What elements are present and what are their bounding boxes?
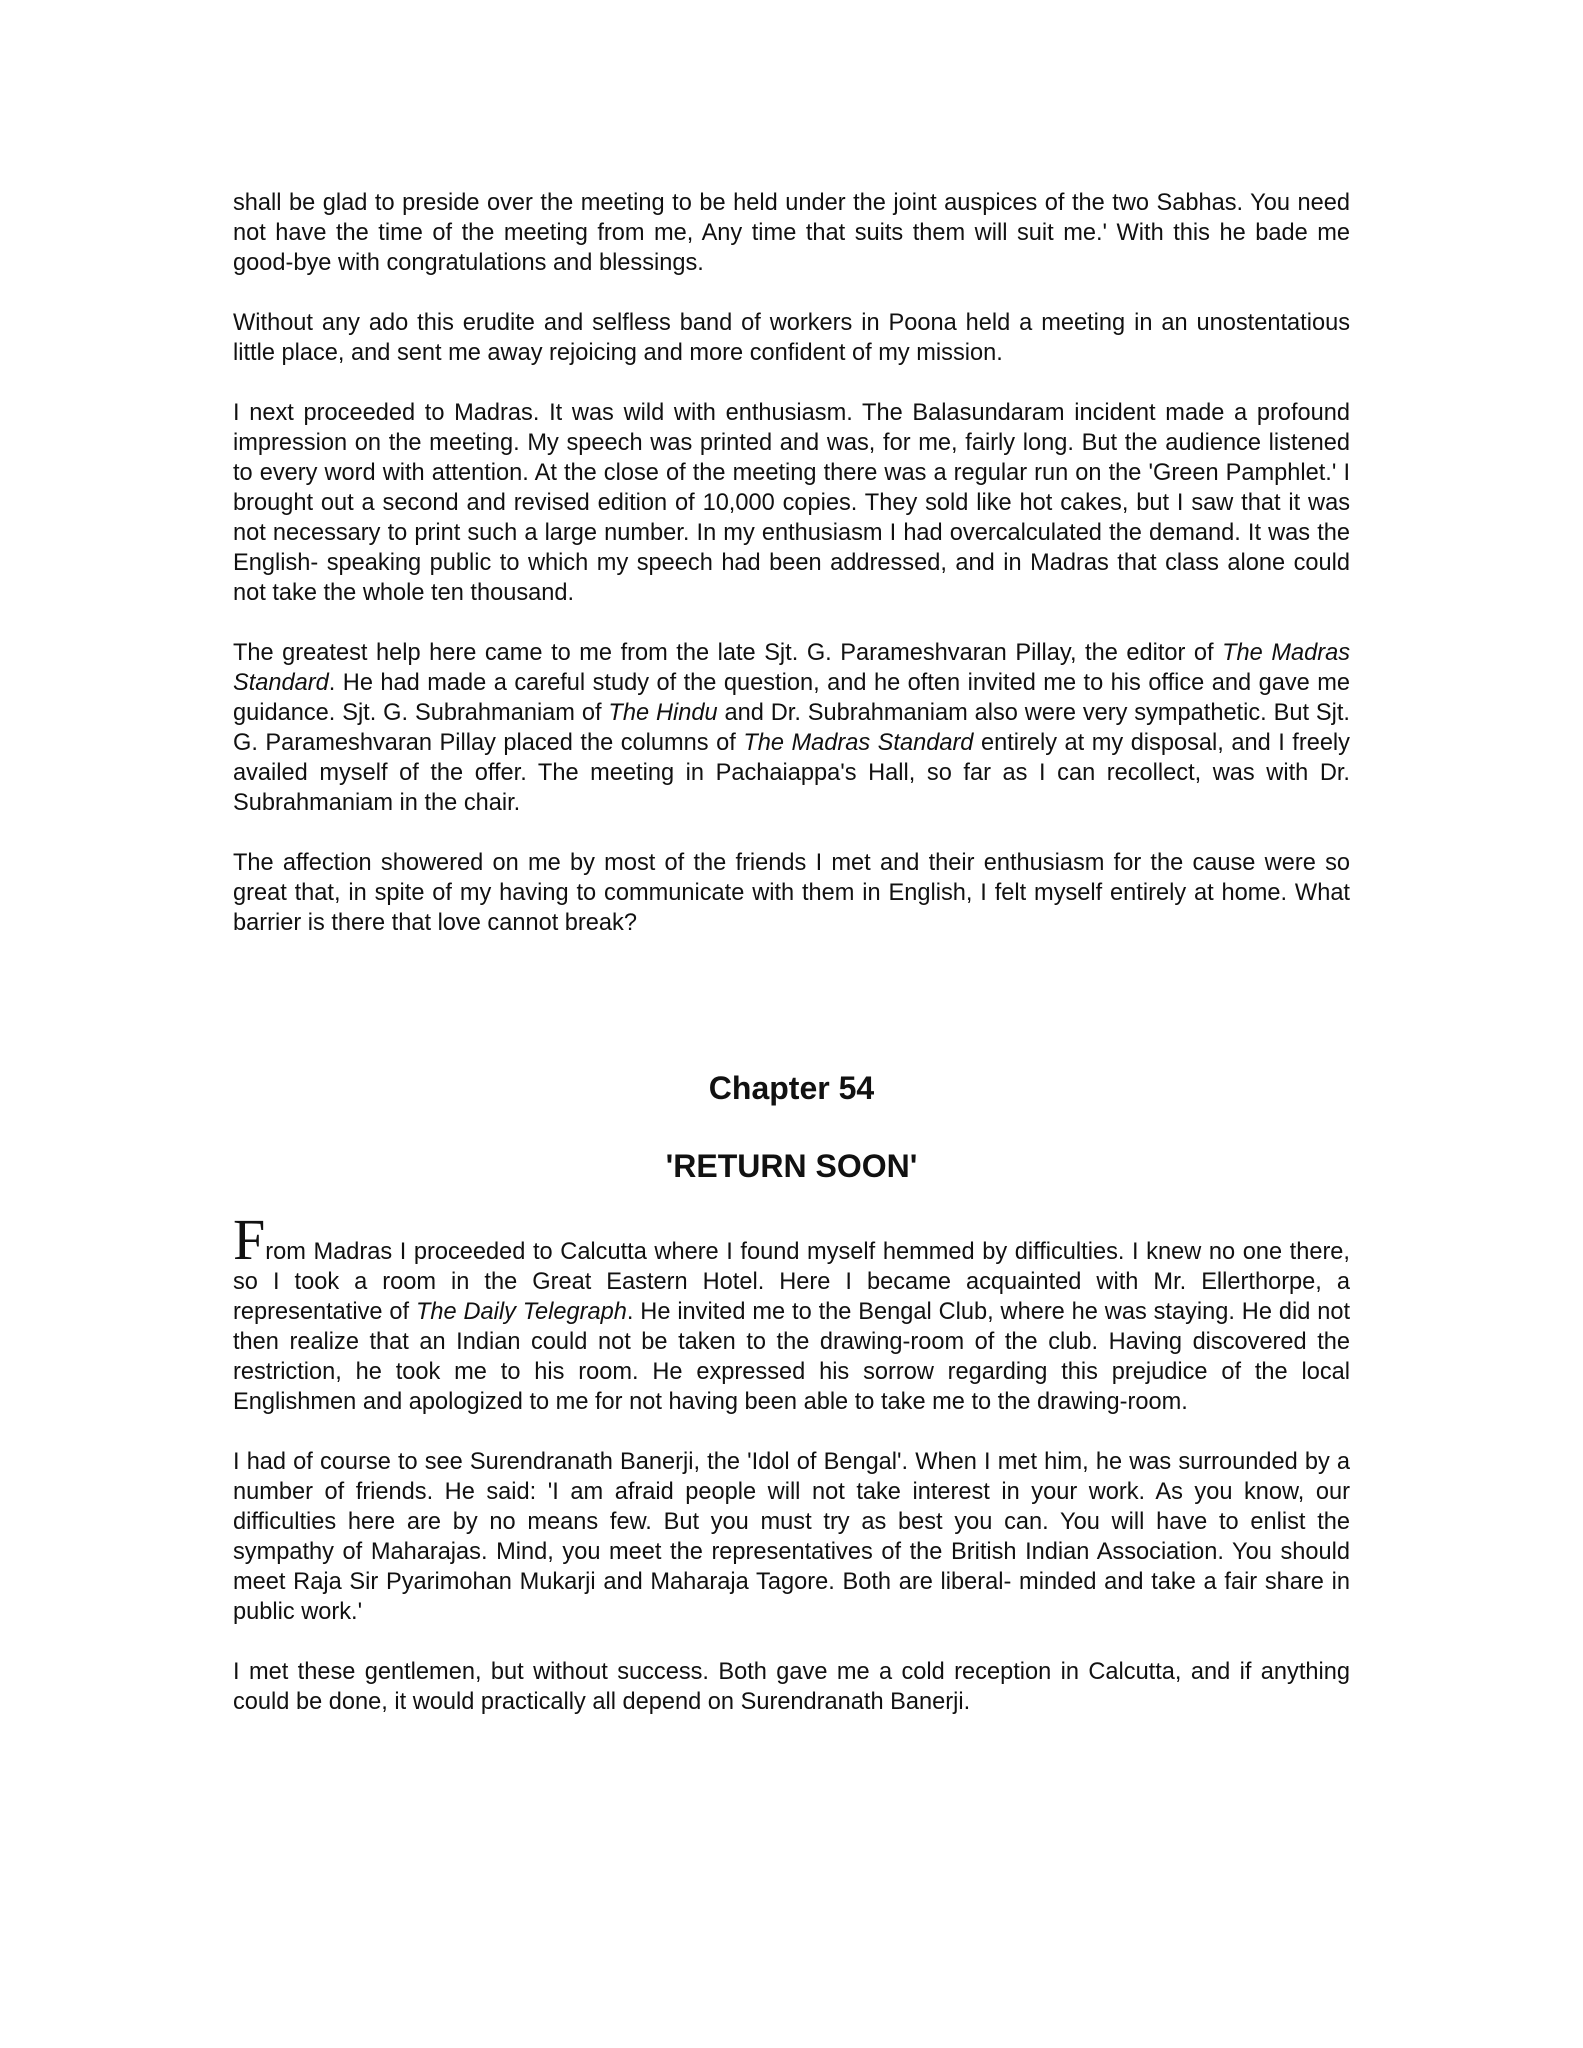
- chapter-heading: [233, 1068, 1350, 1186]
- paragraph: [233, 638, 1350, 818]
- paragraph-text: shall be glad to preside over the meeting to be held under the joint auspices of the two Sabhas. You need not have the time of the meeting from me, Any time that suits them will suit me.' With this he bade me good-bye with congratulations and blessings.: [233, 190, 1350, 276]
- drop-cap-letter: F: [233, 1207, 266, 1272]
- paragraph-text: and Dr. Subrahmaniam also were very sympathetic. But Sjt. G. Parameshvaran Pillay placed the columns of: [233, 700, 1350, 756]
- opening-paragraph-text: [233, 1239, 1350, 1415]
- italic-title-text: The Daily Telegraph: [415, 1299, 627, 1325]
- paragraph-text: . He had made a careful study of the question, and he often invited me to his office and gave me guidance. Sjt. G. Subrahmaniam of: [233, 670, 1350, 726]
- paragraph-text: entirely at my disposal, and I freely availed myself of the offer. The meeting in Pachaiappa's Hall, so far as I can recollect, was with Dr. Subrahmaniam in the chair.: [233, 730, 1350, 816]
- paragraph: [233, 848, 1350, 938]
- paragraph: [233, 308, 1350, 368]
- chapter-number: Chapter 54: [708, 1070, 875, 1106]
- paragraph-text: Without any ado this erudite and selfless band of workers in Poona held a meeting in an unostentatious little place, and sent me away rejoicing and more confident of my mission.: [233, 310, 1350, 366]
- document-page: [233, 188, 1350, 1747]
- paragraph: [233, 398, 1350, 608]
- paragraph-text: . He invited me to the Bengal Club, where he was staying. He did not then realize that an Indian could not be taken to the drawing-room of the club. Having discovered the restriction, he took me to his room. He expressed his sorrow regarding this prejudice of the local Englishmen and apologized to me for not having been able to take me to the drawing-room.: [233, 1299, 1350, 1415]
- paragraph-text: rom Madras I proceeded to Calcutta where I found myself hemmed by difficulties. I knew no one there, so I took a room in the Great Eastern Hotel. Here I became acquainted with Mr. Ellerthorpe, a representative of: [233, 1239, 1350, 1325]
- paragraph: [233, 1657, 1350, 1717]
- paragraph-text: I had of course to see Surendranath Banerji, the 'Idol of Bengal'. When I met him, he was surrounded by a number of friends. He said: 'I am afraid people will not take interest in your work. As you know, our difficulties here are by no means few. But you must try as best you can. You will have to enlist the sympathy of Maharajas. Mind, you meet the representatives of the British Indian Association. You should meet Raja Sir Pyarimohan Mukarji and Maharaja Tagore. Both are liberal- minded and take a fair share in public work.': [233, 1449, 1350, 1625]
- paragraph-text: The affection showered on me by most of the friends I met and their enthusiasm for the cause were so great that, in spite of my having to communicate with them in English, I felt myself entirely at home. What barrier is there that love cannot break?: [233, 850, 1350, 936]
- chapter-opening-paragraph: [233, 1207, 1350, 1417]
- italic-title-text: The Madras Standard: [743, 730, 974, 756]
- chapter-title: 'RETURN SOON': [665, 1148, 918, 1184]
- paragraph: [233, 1447, 1350, 1627]
- paragraph-text: The greatest help here came to me from the late Sjt. G. Parameshvaran Pillay, the editor of: [233, 640, 1223, 666]
- paragraph-text: I next proceeded to Madras. It was wild with enthusiasm. The Balasundaram incident made a profound impression on the meeting. My speech was printed and was, for me, fairly long. But the audience listened to every word with attention. At the close of the meeting there was a regular run on the 'Green Pamphlet.' I brought out a second and revised edition of 10,000 copies. They sold like hot cakes, but I saw that it was not necessary to print such a large number. In my enthusiasm I had overcalculated the demand. It was the English- speaking public to which my speech had been addressed, and in Madras that class alone could not take the whole ten thousand.: [233, 400, 1350, 606]
- paragraph-text: I met these gentlemen, but without success. Both gave me a cold reception in Calcutta, and if anything could be done, it would practically all depend on Surendranath Banerji.: [233, 1659, 1350, 1715]
- italic-title-text: The Hindu: [608, 700, 718, 726]
- italic-title-text: The Madras Standard: [233, 640, 1350, 696]
- paragraph: [233, 188, 1350, 278]
- section-before-chapter: [233, 188, 1350, 938]
